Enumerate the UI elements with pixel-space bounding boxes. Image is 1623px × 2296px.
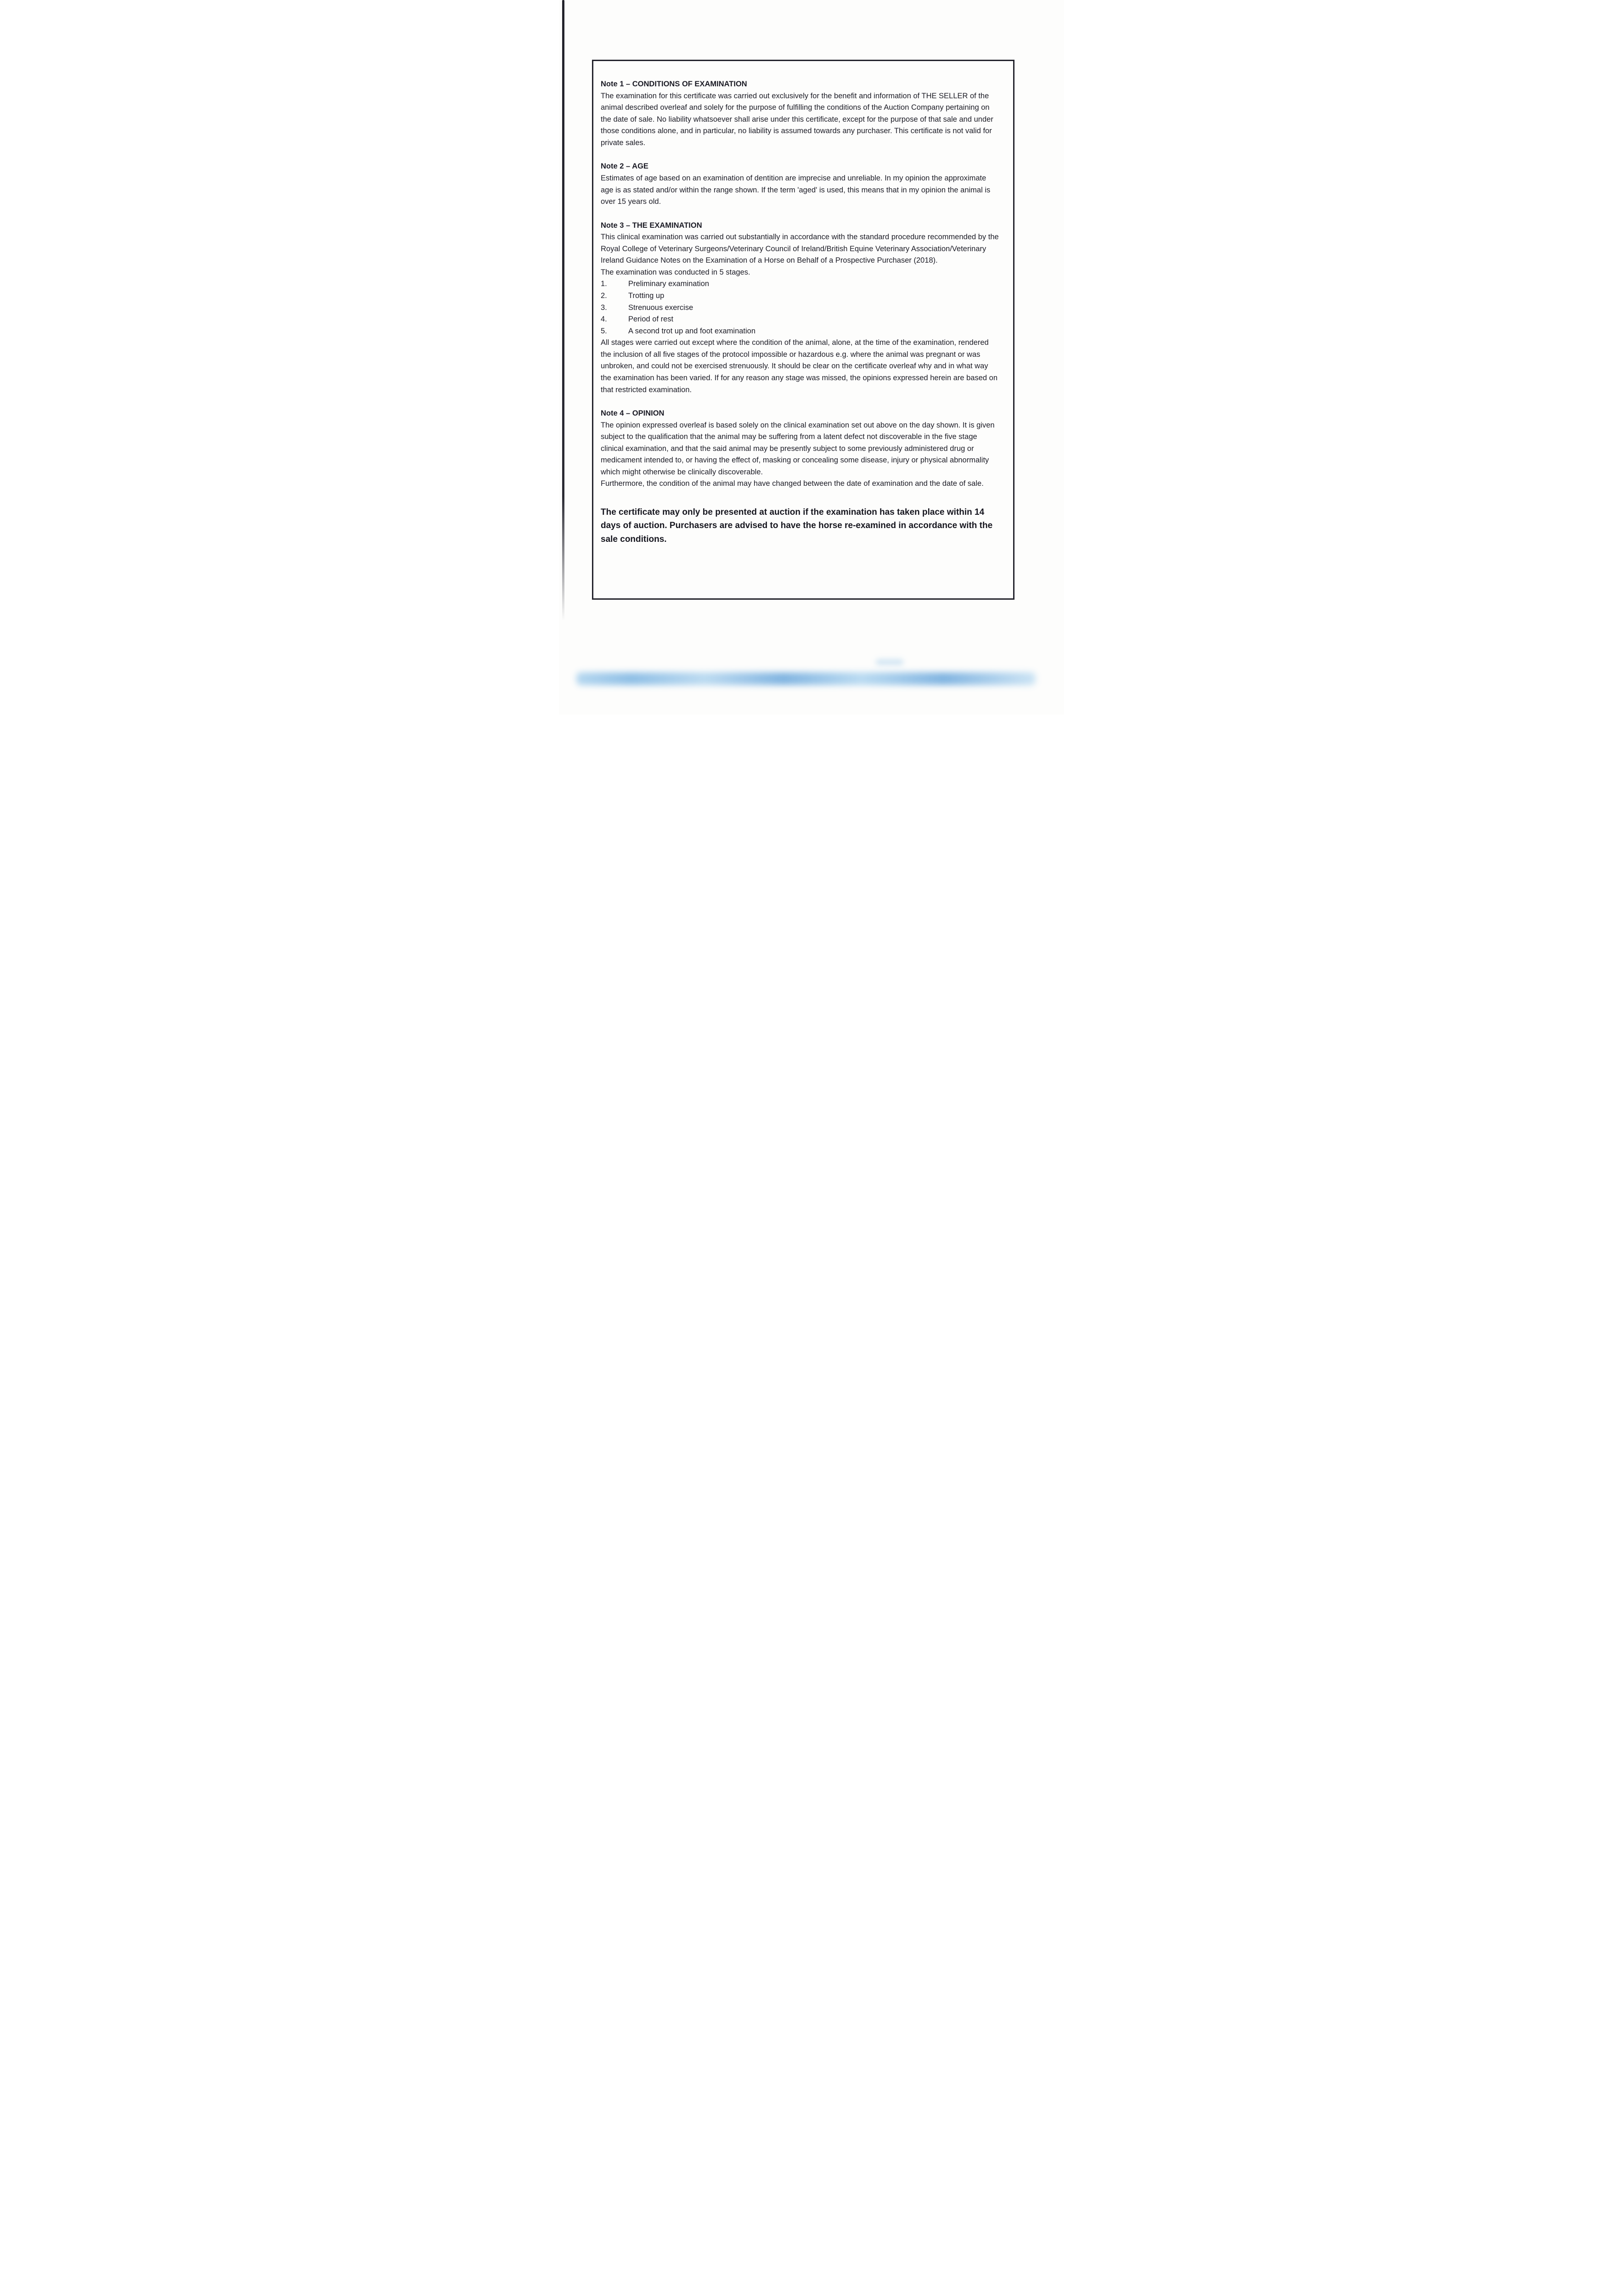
stage-label: Preliminary examination [628, 280, 710, 288]
scan-edge-artifact [562, 0, 564, 621]
closing-statement: The certificate may only be presented at auction if the examination has taken place within 14 days of auction. Purchasers are advised to have the horse re-examined in accordance with the sale conditions. [601, 507, 993, 544]
stage-list-item [601, 326, 1000, 338]
note-3-heading: Note 3 – THE EXAMINATION [601, 221, 702, 230]
note-1-paragraph: The examination for this certificate was carried out exclusively for the benefit and information of THE SELLER of the animal described overleaf and solely for the purpose of fulfilling the conditions of the Auction Company pertaining on the date of sale. No liability whatsoever shall arise under this certificate, except for the purpose of that sale and under those conditions alone, and in particular, no liability is assumed towards any purchaser. This certificate is not valid for private sales. [601, 91, 993, 147]
stage-number: 1. [601, 280, 607, 288]
stage-number: 2. [601, 292, 607, 300]
scanned-certificate-notes-page [559, 0, 1064, 715]
stage-label: Trotting up [628, 292, 665, 300]
stage-label: Strenuous exercise [628, 303, 693, 312]
examination-stage-list [601, 278, 1000, 337]
note-4-opinion [601, 408, 1000, 490]
note-1-heading: Note 1 – CONDITIONS OF EXAMINATION [601, 80, 747, 88]
note-1-conditions-of-examination [601, 79, 1000, 149]
stage-number: 3. [601, 303, 607, 312]
stage-list-item [601, 278, 1000, 290]
scan-artifact-blue-highlight [576, 672, 1036, 685]
stage-label: Period of rest [628, 315, 674, 324]
stage-list-item [601, 290, 1000, 302]
scan-noise-smudge [876, 659, 903, 665]
note-2-paragraph: Estimates of age based on an examination of dentition are imprecise and unreliable. In my opinion the approximate age is as stated and/or within the range shown. If the term 'aged' is used, this means that in my opinion the animal is over 15 years old. [601, 174, 991, 206]
stage-number: 5. [601, 326, 607, 335]
note-4-paragraph-furthermore: Furthermore, the condition of the animal may have changed between the date of examination and the date of sale. [601, 479, 984, 488]
note-3-paragraph-stages-intro: The examination was conducted in 5 stages. [601, 268, 750, 276]
note-3-paragraph-procedure: This clinical examination was carried out substantially in accordance with the standard procedure recommended by the Royal College of Veterinary Surgeons/Veterinary Council of Ireland/British Equine Veterinary Association/Veterinary Ireland Guidance Notes on the Examination of a Horse on Behalf of a Prospective Purchaser (2018). [601, 233, 999, 265]
notes-border-box [592, 60, 1014, 600]
stage-list-item [601, 302, 1000, 314]
note-3-paragraph-all-stages: All stages were carried out except where the condition of the animal, alone, at the time of the examination, rendered the inclusion of all five stages of the protocol impossible or hazardous e.g. where the animal was pregnant or was unbroken, and could not be exercised strenuously. It should be clear on the certificate overleaf why and in what way the examination has been varied. If for any reason any stage was missed, the opinions expressed herein are based on that restricted examination. [601, 338, 998, 394]
stage-label: A second trot up and foot examination [628, 326, 756, 335]
note-2-age [601, 161, 1000, 208]
stage-number: 4. [601, 315, 607, 324]
note-3-the-examination [601, 220, 1000, 396]
stage-list-item [601, 314, 1000, 326]
note-4-paragraph-opinion: The opinion expressed overleaf is based solely on the clinical examination set out above on the day shown. It is given subject to the qualification that the animal may be suffering from a latent defect not discoverable in the five stage clinical examination, and that the said animal may be presently subject to some previously administered drug or medicament intended to, or having the effect of, masking or concealing some disease, injury or physical abnormality which might otherwise be clinically discoverable. [601, 421, 995, 476]
note-4-heading: Note 4 – OPINION [601, 409, 665, 418]
note-2-heading: Note 2 – AGE [601, 162, 648, 171]
